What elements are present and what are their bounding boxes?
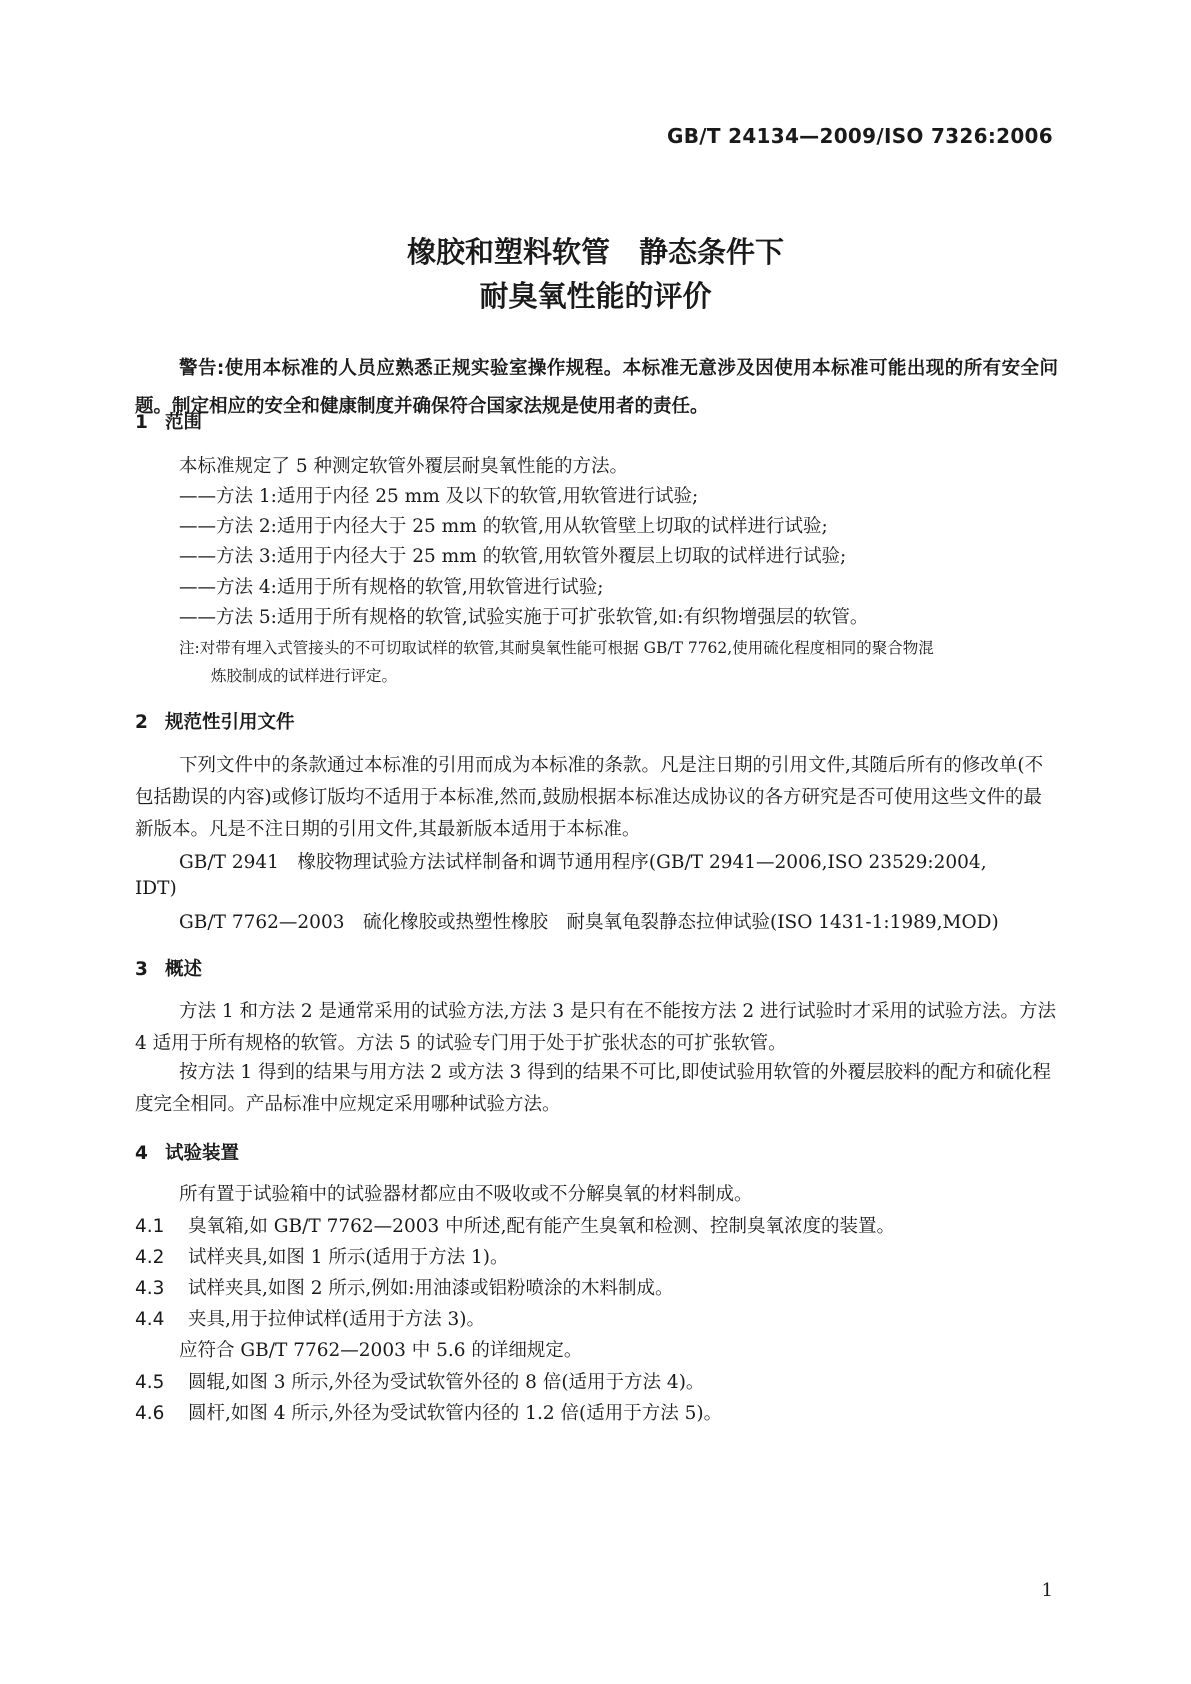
section-title: 概述 — [165, 959, 203, 980]
method-item: ——方法 3:适用于内径大于 25 mm 的软管,用软管外覆层上切取的试样进行试验; — [179, 546, 847, 567]
section-3-paragraph-1: 方法 1 和方法 2 是通常采用的试验方法,方法 3 是只有在不能按方法 2 进行试验时才采用的试验方法。方法 4 适用于所有规格的软管。方法 5 的试验专门用于处于扩张状态的可扩张软管。 — [135, 1001, 1057, 1054]
apparatus-item — [135, 1399, 722, 1425]
apparatus-item — [135, 1243, 509, 1269]
item-number: 4.1 — [135, 1216, 165, 1237]
note-line-1: 注:对带有埋入式管接头的不可切取试样的软管,其耐臭氧性能可根据 GB/T 7762,使用硫化程度相同的聚合物混 — [179, 639, 934, 657]
reference-gbt2941-cont: IDT) — [135, 878, 177, 899]
item-text: 圆辊,如图 3 所示,外径为受试软管外径的 8 倍(适用于方法 4)。 — [188, 1372, 705, 1393]
section-number: 3 — [135, 959, 148, 980]
apparatus-item — [135, 1212, 895, 1238]
section-title: 试验装置 — [165, 1143, 240, 1164]
page-title-line2: 耐臭氧性能的评价 — [479, 279, 712, 313]
section-1-intro: 本标准规定了 5 种测定软管外覆层耐臭氧性能的方法。 — [179, 456, 629, 477]
section-2-paragraph: 下列文件中的条款通过本标准的引用而成为本标准的条款。凡是注日期的引用文件,其随后所有的修改单(不包括勘误的内容)或修订版均不适用于本标准,然而,鼓励根据本标准达成协议的各方研究是否可使用这些文件的最新版本。凡是不注日期的引用文件,其最新版本适用于本标准。 — [135, 755, 1044, 840]
apparatus-item — [135, 1274, 674, 1300]
section-2-heading — [135, 708, 295, 734]
method-item: ——方法 2:适用于内径大于 25 mm 的软管,用从软管壁上切取的试样进行试验; — [179, 516, 828, 537]
note-line-2: 炼胶制成的试样进行评定。 — [211, 667, 398, 685]
item-number: 4.3 — [135, 1278, 165, 1299]
item-text: 圆杆,如图 4 所示,外径为受试软管内径的 1.2 倍(适用于方法 5)。 — [188, 1403, 723, 1424]
section-3-paragraph-2: 按方法 1 得到的结果与用方法 2 或方法 3 得到的结果不可比,即使试验用软管的外覆层胶料的配方和硫化程度完全相同。产品标准中应规定采用哪种试验方法。 — [135, 1062, 1051, 1115]
section-title: 规范性引用文件 — [165, 712, 295, 733]
section-number: 2 — [135, 712, 148, 733]
page-title-line1: 橡胶和塑料软管 静态条件下 — [406, 235, 784, 269]
section-3-heading — [135, 955, 202, 981]
section-1-heading — [135, 408, 202, 434]
section-4-intro: 所有置于试验箱中的试验器材都应由不吸收或不分解臭氧的材料制成。 — [179, 1184, 753, 1205]
item-text: 试样夹具,如图 1 所示(适用于方法 1)。 — [188, 1247, 509, 1268]
section-4-heading — [135, 1139, 239, 1165]
item-text: 试样夹具,如图 2 所示,例如:用油漆或铝粉喷涂的木料制成。 — [188, 1278, 674, 1299]
reference-gbt2941: GB/T 2941 橡胶物理试验方法试样制备和调节通用程序(GB/T 2941—2006,ISO 23529:2004, — [179, 852, 987, 873]
page-number: 1 — [1041, 1580, 1053, 1601]
section-title: 范围 — [165, 412, 203, 433]
apparatus-item — [135, 1368, 704, 1394]
method-item: ——方法 5:适用于所有规格的软管,试验实施于可扩张软管,如:有织物增强层的软管。 — [179, 607, 869, 628]
item-number: 4.4 — [135, 1309, 165, 1330]
item-text: 臭氧箱,如 GB/T 7762—2003 中所述,配有能产生臭氧和检测、控制臭氧浓度的装置。 — [188, 1216, 896, 1237]
standard-code: GB/T 24134—2009/ISO 7326:2006 — [667, 124, 1053, 148]
item-number: 4.2 — [135, 1247, 165, 1268]
method-item: ——方法 1:适用于内径 25 mm 及以下的软管,用软管进行试验; — [179, 486, 699, 507]
item-number: 4.6 — [135, 1403, 165, 1424]
method-item: ——方法 4:适用于所有规格的软管,用软管进行试验; — [179, 577, 604, 598]
section-number: 1 — [135, 412, 148, 433]
warning-paragraph: 警告:使用本标准的人员应熟悉正规实验室操作规程。本标准无意涉及因使用本标准可能出现的所有安全问题。制定相应的安全和健康制度并确保符合国家法规是使用者的责任。 — [135, 358, 1058, 417]
section-number: 4 — [135, 1143, 148, 1164]
item-text: 夹具,用于拉伸试样(适用于方法 3)。 — [188, 1309, 485, 1330]
apparatus-item — [135, 1305, 485, 1331]
item-number: 4.5 — [135, 1372, 165, 1393]
apparatus-item-4-detail: 应符合 GB/T 7762—2003 中 5.6 的详细规定。 — [179, 1340, 583, 1361]
reference-gbt7762: GB/T 7762—2003 硫化橡胶或热塑性橡胶 耐臭氧龟裂静态拉伸试验(ISO 1431-1:1989,MOD) — [179, 912, 999, 933]
